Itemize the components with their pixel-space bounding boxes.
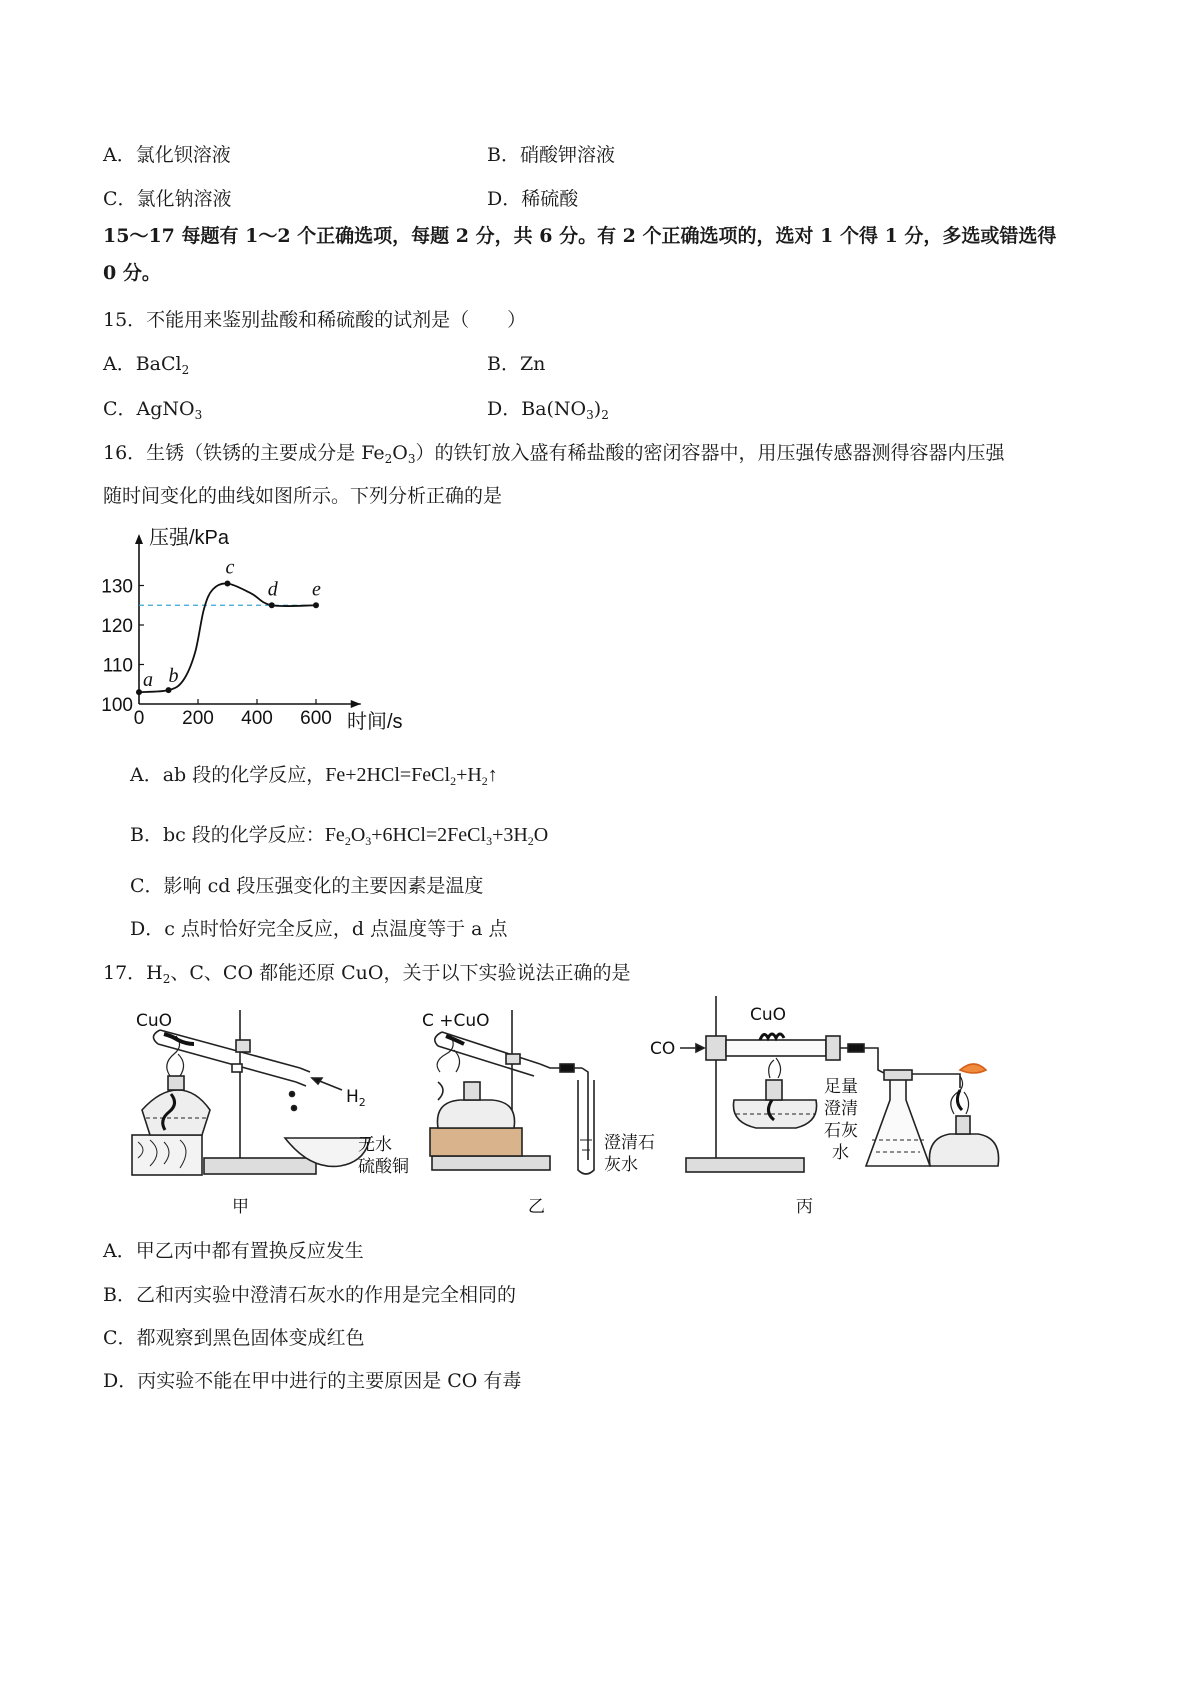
q17-option-c: C．都观察到黑色固体变成红色 [103, 1327, 365, 1349]
label-yi-lime-1: 澄清石 [604, 1133, 655, 1153]
y-axis-label: 压强/kPa [149, 527, 230, 549]
x-tick-label: 600 [300, 708, 332, 729]
y-tick-label: 130 [101, 576, 133, 598]
q16-option-c: C．影响 cd 段压强变化的主要因素是温度 [130, 875, 484, 897]
q16-stem-line1: 16．生锈（铁锈的主要成分是 $Fe_2O_3$）的铁钉放入盛有稀盐酸的密闭容器中，用压强传感器测得容器内压强 [103, 442, 1005, 466]
chart-ticks [101, 577, 332, 730]
x-axis-label: 时间/s [347, 711, 403, 733]
label-bing-lime-2: 澄清 [824, 1099, 858, 1119]
y-tick-label: 110 [102, 655, 133, 677]
q17-option-b: B．乙和丙实验中澄清石灰水的作用是完全相同的 [103, 1284, 516, 1306]
q14-option-a: A．氯化钡溶液 [103, 144, 231, 166]
label-jia-cuo: CuO [136, 1011, 173, 1031]
x-tick-label: 200 [182, 708, 214, 729]
q15-option-b: B．Zn [487, 353, 546, 375]
brown-block [430, 1128, 522, 1156]
stand-base-bing [686, 1158, 804, 1172]
section-note-line1: 15～17 每题有 1～2 个正确选项，每题 2 分，共 6 分。有 2 个正确选项的，选对 1 个得 1 分，多选或错选得 [103, 225, 1057, 247]
q17-option-a: A．甲乙丙中都有置换反应发生 [103, 1240, 364, 1262]
q14-option-b: B．硝酸钾溶液 [487, 144, 615, 166]
point-c [225, 581, 231, 587]
label-yi-top: C +CuO [422, 1011, 490, 1031]
point-label-e: e [312, 578, 321, 601]
label-yi-lime-2: 灰水 [604, 1155, 638, 1175]
point-label-a: a [143, 669, 153, 692]
alcohol-lamp-burning [929, 1134, 998, 1166]
point-d [269, 602, 275, 608]
caption-jia: 甲 [232, 1197, 249, 1217]
alcohol-lamp-jia [142, 1090, 210, 1135]
section-note-line2: 0 分。 [103, 262, 161, 284]
x-tick-label: 400 [241, 708, 273, 729]
label-bing-lime-3: 石灰 [824, 1121, 858, 1141]
pressure-curve [139, 583, 316, 692]
label-jia-cuso4-2: 硫酸铜 [358, 1157, 409, 1177]
q15-stem: 15．不能用来鉴别盐酸和稀硫酸的试剂是（ ） [103, 309, 527, 331]
point-b [166, 687, 172, 693]
apparatus-yi [430, 1010, 594, 1174]
y-axis-arrow [135, 534, 143, 544]
flame-icon [960, 1064, 986, 1073]
q16-option-d: D．c 点时恰好完全反应，d 点温度等于 a 点 [130, 918, 508, 940]
q17-option-d: D．丙实验不能在甲中进行的主要原因是 CO 有毒 [103, 1370, 522, 1392]
label-bing-co: CO [650, 1039, 676, 1059]
label-jia-cuso4-1: 无水 [358, 1135, 392, 1155]
label-bing-lime-1: 足量 [824, 1077, 858, 1097]
alcohol-lamp-yi [437, 1100, 514, 1128]
label-bing-lime-4: 水 [832, 1143, 849, 1163]
caption-yi: 乙 [528, 1197, 545, 1217]
label-bing-cuo: CuO [750, 1005, 787, 1025]
point-e [313, 602, 319, 608]
glass-tube-bing [726, 1040, 826, 1056]
point-label-b: b [168, 665, 179, 688]
q15-option-d: D．$Ba(NO_3)_2$ [487, 398, 609, 422]
q16-option-a: A．ab 段的化学反应，$Fe+2HCl=FeCl_2+H_2↑$ [130, 764, 498, 788]
y-tick-label: 100 [101, 695, 133, 716]
wood-block [132, 1135, 202, 1175]
q16-stem-line2: 随时间变化的曲线如图所示。下列分析正确的是 [103, 485, 503, 507]
stand-base-yi [432, 1156, 550, 1170]
q15-option-c: C．AgNO$_3$ [103, 398, 203, 422]
point-label-d: d [267, 578, 278, 601]
apparatus-figure [120, 990, 1080, 1230]
lime-water-tube [578, 1080, 594, 1174]
q15-option-a: A．BaCl$_2$ [103, 353, 190, 377]
q16-option-b: B．bc 段的化学反应：$Fe_2O_3+6HCl=2FeCl_3+3H_2O$ [130, 824, 549, 848]
label-jia-h2: $H_2$ [346, 1087, 366, 1109]
stand-base-jia [204, 1158, 316, 1174]
apparatus-jia [132, 1010, 370, 1175]
q17-stem: 17．$H_2$、C、CO 都能还原 CuO，关于以下实验说法正确的是 [103, 962, 631, 986]
point-label-c: c [225, 556, 235, 579]
chart-points [136, 557, 321, 696]
x-tick-label: 0 [133, 708, 145, 729]
caption-bing: 丙 [796, 1197, 813, 1217]
pressure-time-chart [95, 522, 425, 747]
x-axis-arrow [351, 700, 361, 708]
q14-option-c: C．氯化钠溶液 [103, 188, 232, 210]
y-tick-label: 120 [101, 616, 133, 637]
point-a [136, 689, 142, 695]
q14-option-d: D．稀硫酸 [487, 188, 579, 210]
